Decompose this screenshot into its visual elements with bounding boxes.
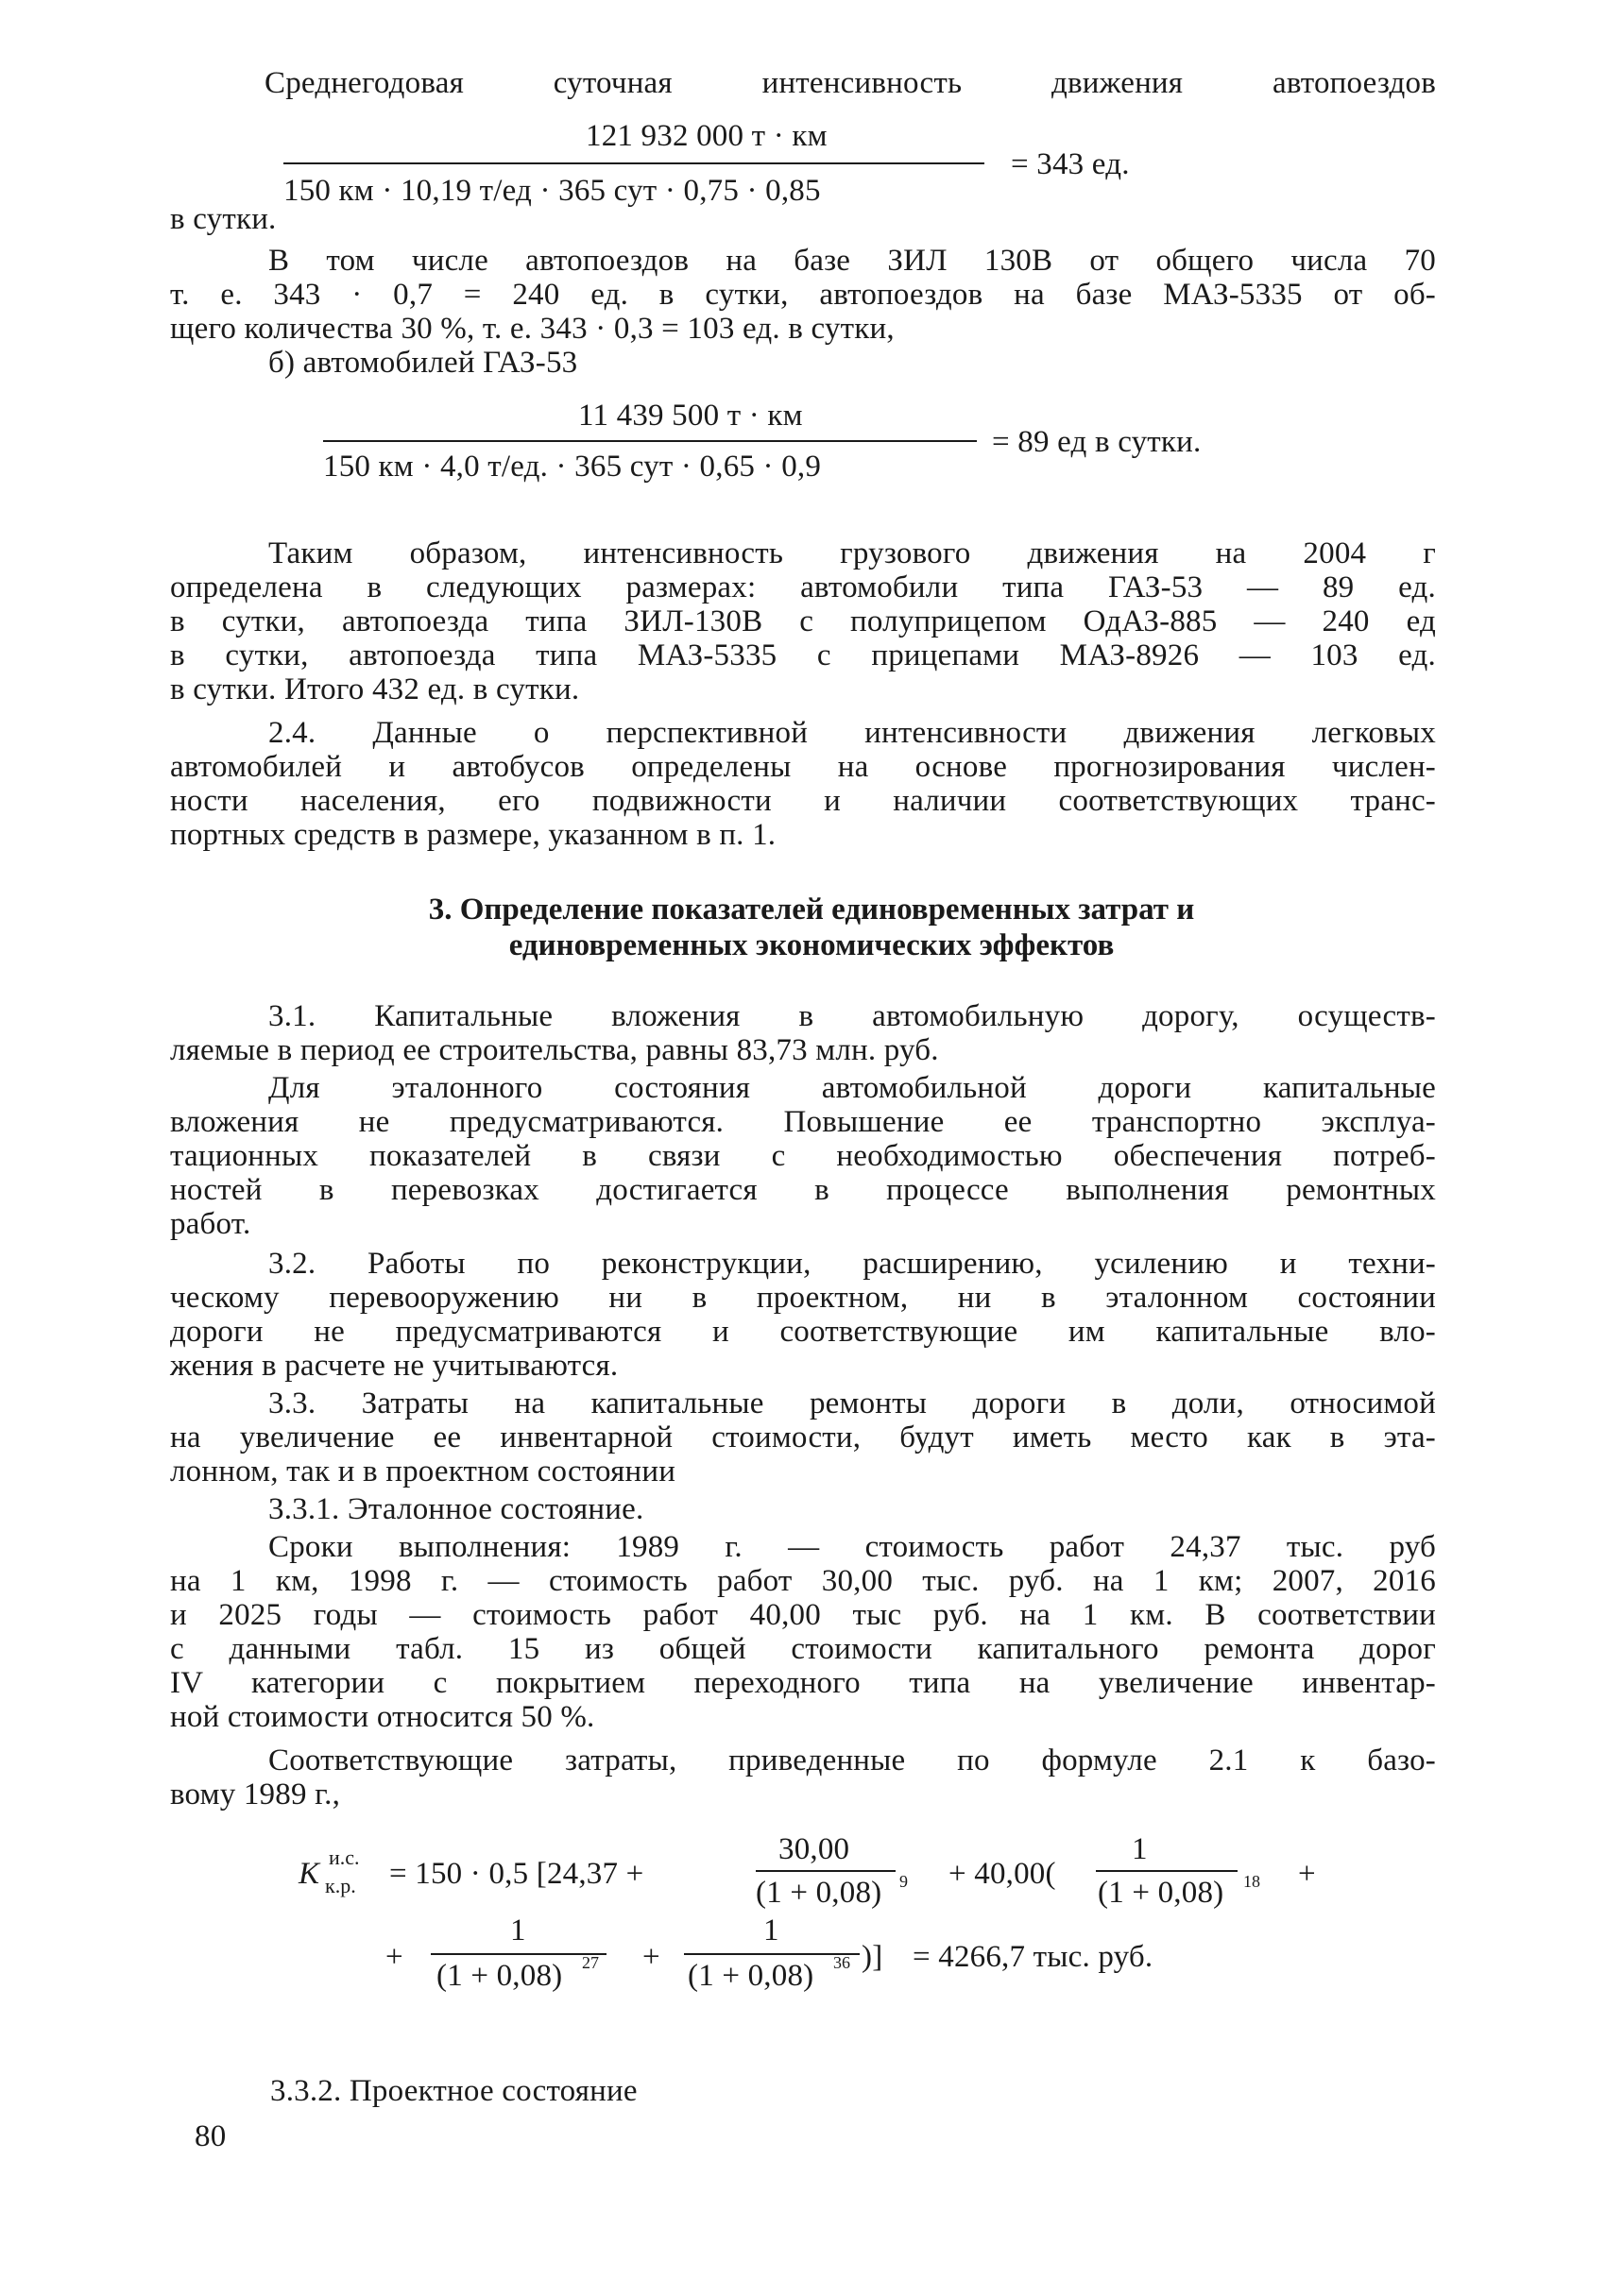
p24-line: 2.4. Данные о перспективной интенсивности движения легковых (268, 716, 1436, 750)
formula-3-mid: + 40,00( (948, 1857, 1056, 1891)
p331b-line: с данными табл. 15 из общей стоимости капитального ремонта дорог (170, 1632, 1436, 1666)
formula-3-eq-start: = 150 · 0,5 [24,37 + (389, 1857, 644, 1891)
p33-line: на увеличение ее инвентарной стоимости, будут иметь место как в эта- (170, 1420, 1436, 1454)
formula-3-frac4-den: (1 + 0,08) (688, 1959, 814, 1993)
p31b-line: тационных показателей в связи с необходимостью обеспечения потреб- (170, 1139, 1436, 1173)
para-zil-line-2: т. е. 343 · 0,7 = 240 ед. в сутки, автопоездов на базе МАЗ-5335 от об- (170, 278, 1436, 312)
summary-line: определена в следующих размерах: автомобили типа ГАЗ-53 — 89 ед. (170, 570, 1436, 604)
p32-line: жения в расчете не учитываются. (170, 1349, 619, 1383)
formula-1-result: = 343 ед. (1011, 147, 1130, 181)
formula-3-frac4-num: 1 (763, 1913, 779, 1947)
formula-3-K: К (299, 1857, 320, 1891)
summary-line: в сутки, автопоезда типа ЗИЛ-130В с полуприцепом ОдАЗ-885 — 240 ед (170, 604, 1436, 638)
p31-line: ляемые в период ее строительства, равны 83,73 млн. руб. (170, 1033, 939, 1067)
formula-3-frac2-den: (1 + 0,08) (1098, 1876, 1224, 1910)
summary-line: Таким образом, интенсивность грузового движения на 2004 г (268, 536, 1436, 570)
para-zil-line-3: щего количества 30 %, т. е. 343 · 0,3 = 103 ед. в сутки, (170, 312, 895, 346)
p33-line: лонном, так и в проектном состоянии (170, 1454, 676, 1488)
intensity-lead-line: Среднегодовая суточная интенсивность движения автопоездов (265, 66, 1436, 100)
formula-3-frac1-bar (756, 1870, 896, 1872)
summary-line: в сутки, автопоезда типа МАЗ-5335 с прицепами МАЗ-8926 — 103 ед. (170, 638, 1436, 672)
formula-3-superscript: и.с. (329, 1845, 360, 1869)
p31b-line: вложения не предусматриваются. Повышение ее транспортно эксплуа- (170, 1105, 1436, 1139)
summary-line: в сутки. Итого 432 ед. в сутки. (170, 672, 580, 706)
p331b-line: на 1 км, 1998 г. — стоимость работ 30,00 тыс. руб. на 1 км; 2007, 2016 (170, 1564, 1436, 1598)
formula-3-exp2: 18 (1243, 1872, 1260, 1891)
formula-1-bar (283, 162, 984, 164)
section-heading-line-1: 3. Определение показателей единовременных затрат и (428, 893, 1195, 927)
p331c-line: вому 1989 г., (170, 1777, 341, 1811)
subheading-3-3-2: 3.3.2. Проектное состояние (270, 2074, 638, 2108)
p331c-line: Соответствующие затраты, приведенные по формуле 2.1 к базо- (268, 1743, 1436, 1777)
formula-3-frac1-num: 30,00 (778, 1832, 850, 1866)
formula-3-frac1-den: (1 + 0,08) (756, 1876, 882, 1910)
formula-2-denominator: 150 км · 4,0 т/ед. · 365 сут · 0,65 · 0,9 (323, 450, 822, 484)
p24-line: портных средств в размере, указанном в п. 1. (170, 818, 777, 852)
para-zil-line-1: В том числе автопоездов на базе ЗИЛ 130В от общего числа 70 (268, 244, 1436, 278)
formula-3-close: )] (862, 1940, 883, 1974)
formula-2-result: = 89 ед в сутки. (992, 425, 1202, 459)
formula-3-exp1: 9 (899, 1872, 908, 1891)
formula-1-numerator: 121 932 000 т · км (586, 119, 828, 153)
formula-3-frac2-bar (1096, 1870, 1238, 1872)
formula-2-numerator: 11 439 500 т · км (578, 399, 803, 433)
p33-line: 3.3. Затраты на капитальные ремонты дороги в доли, относимой (268, 1386, 1436, 1420)
page-number: 80 (195, 2119, 227, 2153)
formula-3-plus2: + (385, 1940, 403, 1974)
formula-3-exp4: 36 (833, 1953, 850, 1972)
p31-line: 3.1. Капитальные вложения в автомобильную дорогу, осуществ- (268, 999, 1436, 1033)
p32-line: дороги не предусматриваются и соответствующие им капитальные вло- (170, 1315, 1436, 1349)
item-b: б) автомобилей ГАЗ-53 (268, 346, 578, 380)
subheading-3-3-1: 3.3.1. Эталонное состояние. (268, 1492, 644, 1526)
p24-line: автомобилей и автобусов определены на основе прогнозирования числен- (170, 750, 1436, 784)
formula-3-result: = 4266,7 тыс. руб. (913, 1940, 1153, 1974)
p31b-line: работ. (170, 1207, 251, 1241)
p331b-line: Сроки выполнения: 1989 г. — стоимость работ 24,37 тыс. руб (268, 1530, 1436, 1564)
formula-3-plus3: + (642, 1940, 660, 1974)
formula-3-frac3-bar (431, 1953, 606, 1955)
section-heading-line-2: единовременных экономических эффектов (508, 928, 1115, 962)
formula-3-frac2-num: 1 (1132, 1832, 1148, 1866)
p31b-line: Для эталонного состояния автомобильной дороги капитальные (268, 1071, 1436, 1105)
formula-3-frac3-num: 1 (510, 1913, 526, 1947)
formula-3-frac3-den: (1 + 0,08) (436, 1959, 563, 1993)
formula-2-bar (323, 440, 977, 442)
p331b-line: и 2025 годы — стоимость работ 40,00 тыс руб. на 1 км. В соответствии (170, 1598, 1436, 1632)
p31b-line: ностей в перевозках достигается в процессе выполнения ремонтных (170, 1173, 1436, 1207)
formula-3-plus: + (1298, 1857, 1316, 1891)
p331b-line: IV категории с покрытием переходного типа на увеличение инвентар- (170, 1666, 1436, 1700)
p331b-line: ной стоимости относится 50 %. (170, 1700, 595, 1734)
formula-3-subscript: к.р. (325, 1874, 356, 1897)
formula-3-exp3: 27 (582, 1953, 599, 1972)
p24-line: ности населения, его подвижности и наличии соответствующих транс- (170, 784, 1436, 818)
formula-1-denominator: 150 км · 10,19 т/ед · 365 сут · 0,75 · 0,85 (283, 174, 821, 208)
formula-1-tail: в сутки. (170, 202, 277, 236)
p32-line: 3.2. Работы по реконструкции, расширению, усилению и техни- (268, 1247, 1436, 1281)
p32-line: ческому перевооружению ни в проектном, ни в эталонном состоянии (170, 1281, 1436, 1315)
